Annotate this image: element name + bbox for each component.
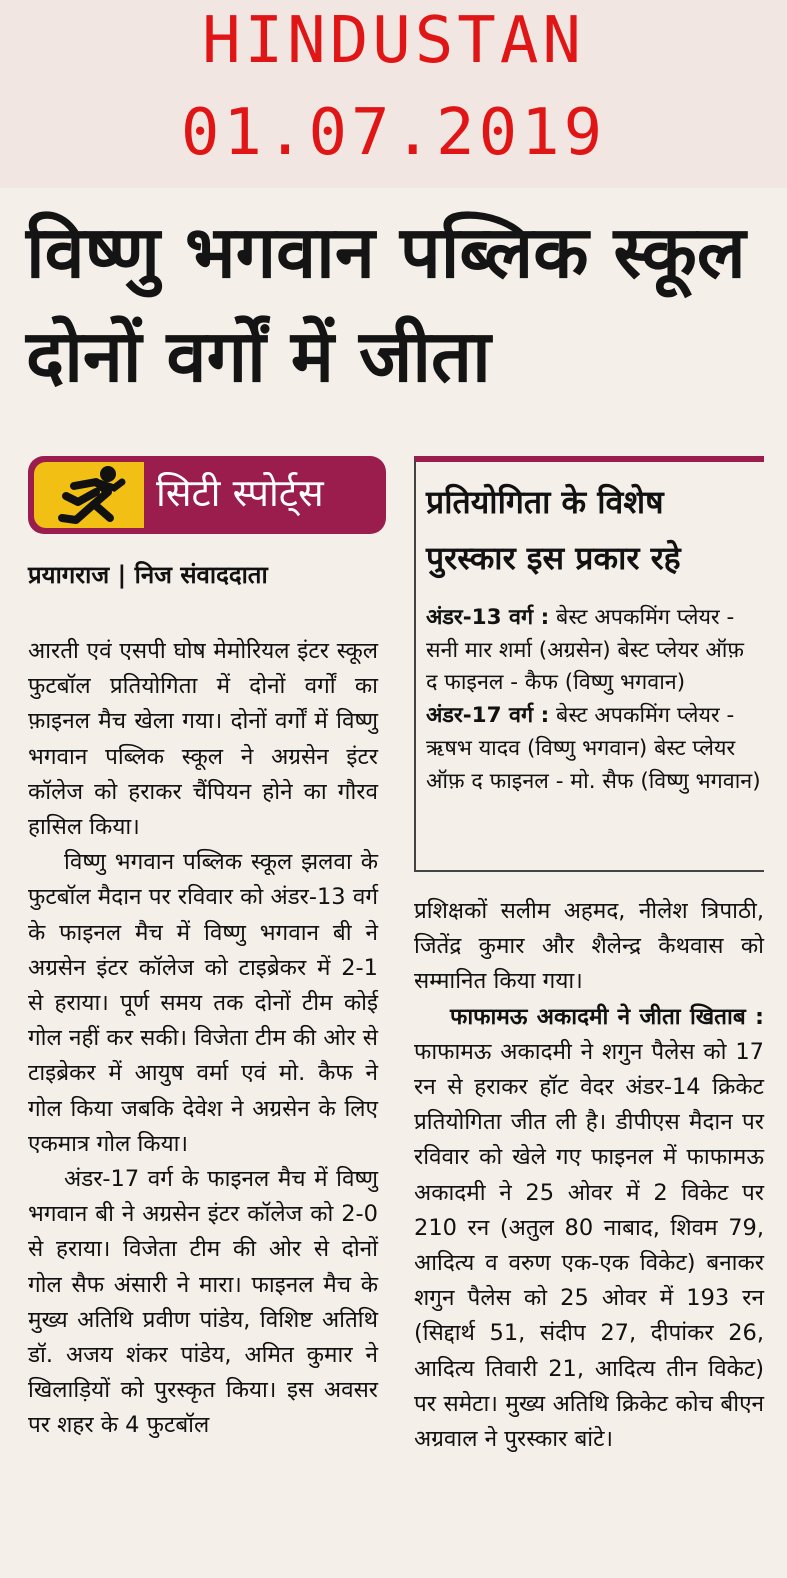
awards-under17-text: बेस्ट अपकमिंग प्लेयर - ऋषभ यादव (विष्णु भगवान) बेस्ट प्लेयर ऑफ़ द फाइनल - मो. सैफ (विष्णु भगवान): [426, 703, 761, 794]
right-column: [414, 894, 764, 1457]
paragraph-intro: आरती एवं एसपी घोष मेमोरियल इंटर स्कूल फुटबॉल प्रतियोगिता में दोनों वर्गों का फ़ाइनल मैच खेला गया। दोनों वर्गों में विष्णु भगवान पब्लिक स्कूल ने अग्रसेन इंटर कॉलेज को हराकर चैंपियन होने का गौरव हासिल किया।: [28, 638, 378, 841]
awards-under13: [426, 602, 762, 700]
awards-box-title: प्रतियोगिता के विशेष पुरस्कार इस प्रकार रहे: [426, 483, 681, 577]
paragraph-under13: विष्णु भगवान पब्लिक स्कूल झलवा के फुटबॉल मैदान पर रविवार को अंडर-13 वर्ग के फाइनल मैच में विष्णु भगवान बी ने अग्रसेन इंटर कॉलेज को टाइब्रेकर में 2-1 से हराया। पूर्ण समय तक दोनों टीम कोई गोल नहीं कर सकी। विजेता टीम की ओर से टाइब्रेकर में आयुष वर्मा एवं मो. कैफ ने गोल किया जबकि देवेश ने अग्रसेन के लिए एकमात्र गोल किया।: [28, 849, 378, 1157]
cricket-story-text: फाफामऊ अकादमी ने शगुन पैलेस को 17 रन से हराकर हॉट वेदर अंडर-14 क्रिकेट प्रतियोगिता जीत ली है। डीपीएस मैदान पर रविवार को खेले गए फाइनल में फाफामऊ अकादमी ने 25 ओवर में 2 विकेट पर 210 रन (अतुल 80 नाबाद, शिवम 79, आदित्य व वरुण एक-एक विकेट) बनाकर शगुन पैलेस को 25 ओवर में 193 रन (सिद्दार्थ 51, संदीप 27, दीपांकर 26, आदित्य तिवारी 21, आदित्य तीन विकेट) पर समेटा। मुख्य अतिथि क्रिकेट कोच बीएन अग्रवाल ने पुरस्कार बांटे।: [414, 1038, 764, 1453]
awards-under17-label: अंडर-17 वर्ग :: [426, 703, 550, 729]
awards-box: [414, 456, 764, 872]
awards-box-body: [426, 602, 762, 798]
section-label: सिटी स्पोर्ट्स: [156, 471, 324, 515]
paragraph-continuation: प्रशिक्षकों सलीम अहमद, नीलेश त्रिपाठी, जितेंद्र कुमार और शैलेन्द्र कैथवास को सम्मानित किया गया।: [414, 898, 764, 995]
paragraph-cricket: [414, 1000, 764, 1458]
awards-under13-label: अंडर-13 वर्ग :: [426, 605, 550, 630]
paragraph-under17: अंडर-17 वर्ग के फाइनल मैच में विष्णु भगवान बी ने अग्रसेन इंटर कॉलेज को 2-0 से हराया। विजेता टीम की ओर से दोनों गोल सैफ अंसारी ने मारा। फाइनल मैच के मुख्य अतिथि प्रवीण पांडेय, विशिष्ट अतिथि डॉ. अजय शंकर पांडेय, अमित कुमार ने खिलाड़ियों को पुरस्कृत किया। इस अवसर पर शहर के 4 फुटबॉल: [28, 1166, 378, 1439]
news-clipping: [0, 188, 787, 1578]
byline: प्रयागराज | निज संवाददाता: [28, 561, 268, 589]
subhead-cricket: फाफामऊ अकादमी ने जीता खिताब :: [450, 1003, 764, 1030]
awards-under13-text: बेस्ट अपकमिंग प्लेयर - सनी मार शर्मा (अग्रसेन) बेस्ट प्लेयर ऑफ़ द फाइनल - कैफ (विष्णु भगवान): [426, 605, 744, 696]
section-badge: [28, 456, 386, 534]
running-man-icon: [34, 462, 144, 528]
publication-date: 01.07.2019: [180, 96, 607, 170]
article-headline: विष्णु भगवान पब्लिक स्कूल दोनों वर्गों में जीता: [26, 210, 746, 398]
awards-under17: [426, 700, 762, 798]
left-column: [28, 634, 378, 1444]
newspaper-name: HINDUSTAN: [202, 4, 585, 78]
masthead: [0, 0, 787, 188]
